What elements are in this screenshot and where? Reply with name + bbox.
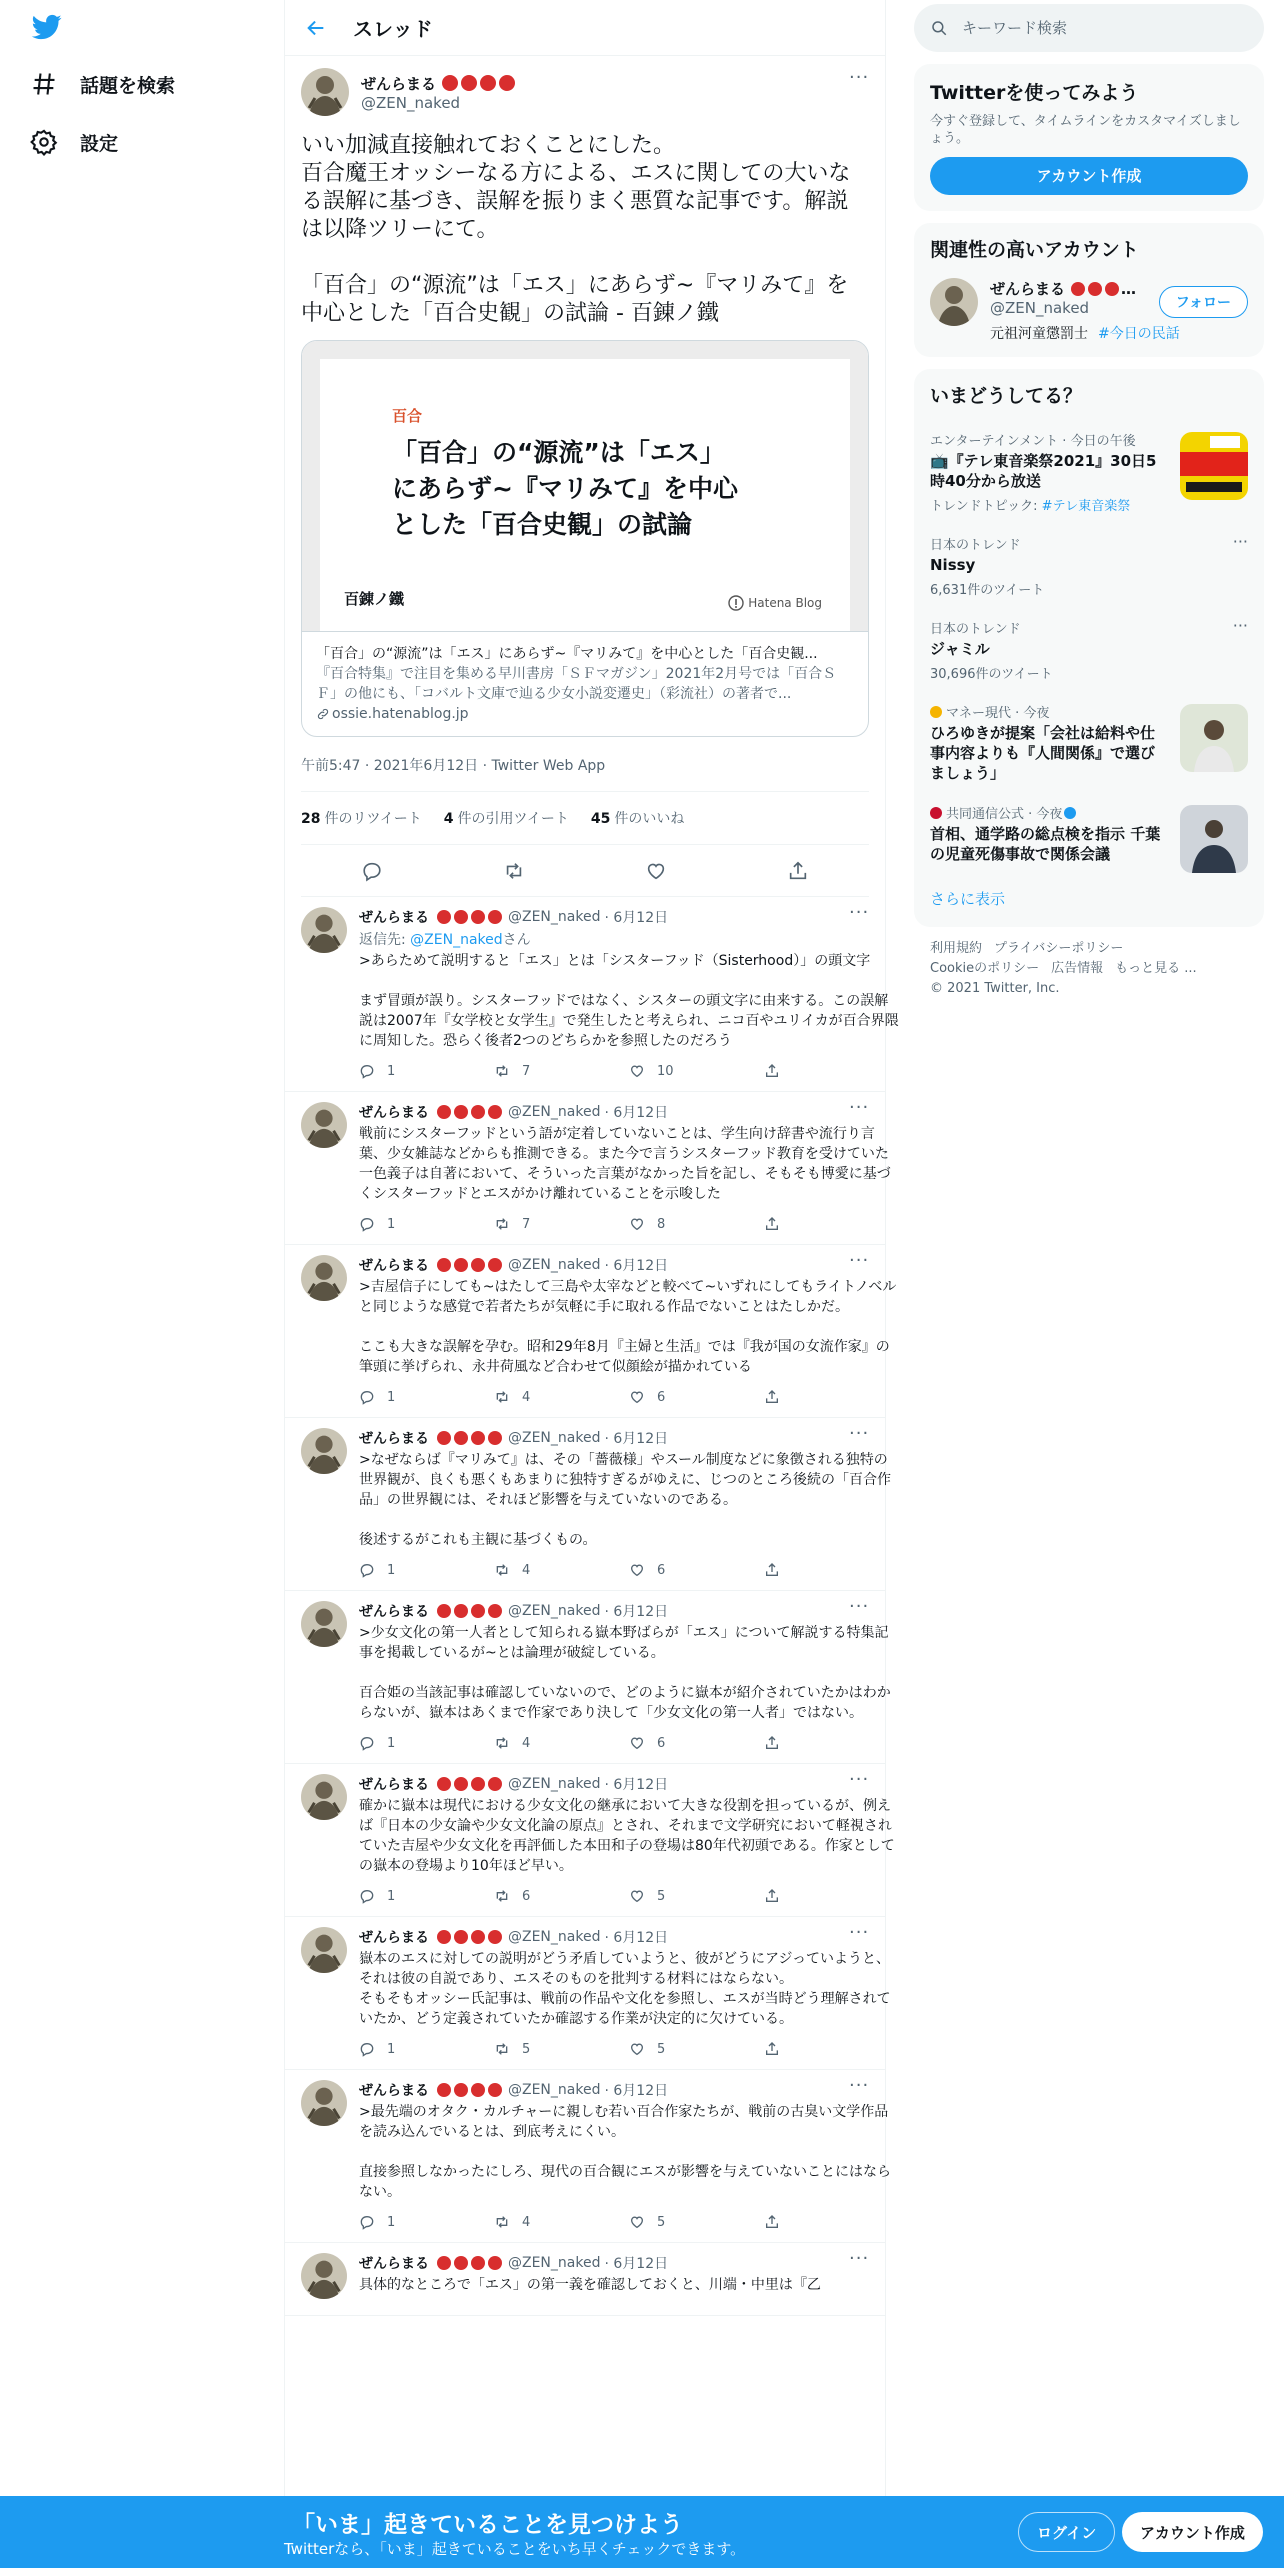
follow-button[interactable]: フォロー (1159, 286, 1248, 318)
display-name[interactable]: ぜんらまる (359, 1431, 429, 1447)
quote-label: 件の引用ツイート (457, 811, 569, 827)
link-icon (316, 707, 330, 721)
red-circle-emoji (454, 2256, 468, 2270)
card-meta (302, 631, 868, 736)
verified-badge-icon (1064, 807, 1076, 819)
trends-panel (914, 369, 1264, 927)
signup-description: 今すぐ登録して、タイムラインをカスタマイズしましょう。 (930, 114, 1241, 146)
red-circle-emoji (1088, 282, 1102, 296)
retweet-icon[interactable] (494, 1389, 510, 1405)
more-options-icon[interactable]: ··· (1232, 616, 1248, 635)
bottom-bar-title: 「いま」起きていることを見つけよう (292, 2512, 683, 2538)
tweet-header (359, 1423, 899, 1448)
handle[interactable]: @ZEN_naked (508, 1430, 601, 1446)
heart-icon[interactable] (645, 860, 667, 882)
red-circle-emoji (471, 1105, 485, 1119)
like-count: 6 (657, 1389, 666, 1405)
display-name[interactable]: ぜんらまる (359, 1777, 429, 1793)
handle[interactable]: @ZEN_naked (508, 1257, 601, 1273)
footer-link[interactable]: もっと見る ... (1115, 961, 1197, 976)
tweet-header (359, 902, 899, 927)
avatar[interactable] (301, 907, 347, 953)
red-circle-emoji (1071, 282, 1085, 296)
red-circle-emoji (437, 1604, 451, 1618)
trends-title: いまどうしてる？ (930, 385, 1083, 407)
red-circle-emoji (454, 2083, 468, 2097)
trend-count: 6,631件のツイート (930, 583, 1045, 598)
left-nav (0, 0, 284, 2568)
heart-icon[interactable] (629, 1888, 645, 1904)
tweet-header (359, 1769, 899, 1794)
trend-title: ひろゆきが提案「会社は給料や仕事内容よりも『人間関係』で選びましょう」 (930, 724, 1156, 782)
like-count: 6 (657, 1562, 666, 1578)
reply-count: 1 (387, 1063, 396, 1079)
heart-icon[interactable] (629, 1063, 645, 1079)
reply-icon[interactable] (359, 2214, 375, 2230)
tweet-actions (359, 1550, 899, 1590)
reply-tweet[interactable] (285, 1418, 891, 1591)
avatar[interactable] (301, 2080, 347, 2126)
signup-title: Twitterを使ってみよう (930, 82, 1139, 104)
tweet-actions (359, 1051, 899, 1091)
tweet-date[interactable]: · 6月12日 (604, 1604, 669, 1620)
publisher-logo-icon (930, 807, 942, 819)
footer-link[interactable]: 広告情報 (1051, 961, 1104, 976)
account-name[interactable] (990, 278, 1180, 299)
twitter-bird-icon[interactable] (30, 12, 64, 42)
nav-settings[interactable] (30, 122, 118, 162)
tweet-text: >吉屋信子にしても~はたして三島や太宰などと較べて~いずれにしてもライトノベルと同じような感覚で若者たちが気軽に手に取れる作品でないことはたしかだ。 ここも大きな誤解を孕む。昭和29年8月『主婦と生活』では『我が国の女流作家』の筆頭に挙げられ、永井荷風など合わせて似顔絵が描かれている (359, 1279, 897, 1375)
reply-icon[interactable] (359, 1735, 375, 1751)
like-count: 5 (657, 1888, 666, 1904)
tweet-date[interactable]: · 6月12日 (604, 1105, 669, 1121)
display-name[interactable]: ぜんらまる (359, 2256, 429, 2272)
card-headline: 「百合」の“源流”は「エス」 にあらず~『マリみて』を中心 とした「百合史観」の試論 (392, 438, 738, 539)
trend-item[interactable] (914, 692, 1264, 793)
more-options-icon[interactable]: ··· (1232, 532, 1248, 551)
red-circle-emoji (454, 1604, 468, 1618)
reply-icon[interactable] (359, 2041, 375, 2057)
heart-icon[interactable] (629, 1389, 645, 1405)
handle[interactable]: @ZEN_naked (361, 93, 461, 112)
signup-panel (914, 64, 1264, 211)
publisher-logo-icon (930, 706, 942, 718)
share-icon[interactable] (764, 1216, 780, 1232)
red-circle-emoji (442, 75, 458, 91)
display-name[interactable]: ぜんらまる (359, 2083, 429, 2099)
red-circle-emoji (437, 1777, 451, 1791)
handle[interactable]: @ZEN_naked (508, 1104, 601, 1120)
footer-link[interactable]: プライバシーポリシー (994, 941, 1124, 956)
retweet-icon[interactable] (494, 2041, 510, 2057)
bottom-bar-subtitle: Twitterなら、「いま」起きていることをいち早くチェックできます。 (284, 2540, 746, 2558)
relevant-accounts-title: 関連性の高いアカウント (930, 239, 1139, 261)
avatar[interactable] (301, 68, 349, 116)
nav-explore[interactable] (30, 64, 175, 104)
avatar[interactable] (301, 1102, 347, 1148)
retweet-count: 4 (522, 1735, 531, 1751)
tweet-actions (359, 1204, 899, 1244)
handle[interactable]: @ZEN_naked (508, 1929, 601, 1945)
reply-count: 1 (387, 1562, 396, 1578)
reply-to-prefix: 返信先: (359, 932, 411, 948)
hashtag-icon (30, 70, 58, 98)
reply-tweet[interactable] (285, 1591, 891, 1764)
relevant-accounts-panel (914, 223, 1264, 357)
red-circle-emoji (471, 1930, 485, 1944)
likes-stat[interactable] (591, 808, 684, 828)
trend-context: 日本のトレンド (930, 538, 1021, 553)
display-name[interactable]: ぜんらまる (359, 1604, 429, 1620)
thread-column (284, 0, 899, 2568)
reply-tweet[interactable] (285, 1917, 891, 2070)
hatena-brand-text: Hatena Blog (748, 596, 822, 610)
red-circle-emoji (471, 1431, 485, 1445)
reply-to (359, 929, 899, 949)
tweet-date[interactable]: · 6月12日 (604, 2256, 669, 2272)
like-count: 5 (657, 2041, 666, 2057)
reply-list (285, 897, 899, 2316)
more-options-icon[interactable]: ··· (849, 1423, 870, 1444)
card-blog-name: 百錬ノ鐵 (344, 590, 405, 608)
tweet-actions (359, 1876, 899, 1916)
page-title: スレッド (353, 17, 433, 41)
tweet-actions (359, 1377, 899, 1417)
tweet-text: >最先端のオタク・カルチャーに親しむ若い百合作家たちが、戦前の古臭い文学作品を読み込んでいるとは、到底考えにくい。 直接参照しなかったにしろ、現代の百合観にエスが影響を与えていないことにはならない。 (359, 2104, 891, 2200)
reply-tweet[interactable] (285, 1245, 897, 1418)
heart-icon[interactable] (629, 2214, 645, 2230)
red-circle-emoji (480, 75, 496, 91)
reply-icon[interactable] (361, 860, 383, 882)
share-icon[interactable] (764, 1888, 780, 1904)
red-circle-emoji (488, 1105, 502, 1119)
tweet-date[interactable]: · 6月12日 (604, 1258, 669, 1274)
like-count: 8 (657, 1216, 666, 1232)
red-circle-emoji (437, 2083, 451, 2097)
tweet-header (359, 1922, 899, 1947)
heart-icon[interactable] (629, 1562, 645, 1578)
login-button[interactable]: ログイン (1018, 2512, 1115, 2552)
trend-title: Nissy (930, 556, 976, 574)
account-name-text: ぜんらまる (990, 280, 1066, 298)
red-circle-emoji (454, 1258, 468, 1272)
bottom-signup-bar (0, 2496, 1284, 2568)
red-circle-emoji (471, 2083, 485, 2097)
like-count: 45 (590, 811, 611, 827)
trend-item[interactable] (914, 420, 1264, 524)
red-circle-emoji (454, 910, 468, 924)
more-options-icon[interactable]: ··· (849, 1769, 870, 1790)
card-title: 「百合」の“源流”は「エス」にあらず~『マリみて』を中心とした「百合史観... (316, 646, 818, 662)
retweet-icon[interactable] (494, 1562, 510, 1578)
retweet-icon[interactable] (494, 1216, 510, 1232)
reply-tweet[interactable] (285, 2070, 891, 2243)
red-circle-emoji (488, 1431, 502, 1445)
retweet-count: 6 (522, 1888, 531, 1904)
handle[interactable]: @ZEN_naked (508, 1603, 601, 1619)
retweet-count: 5 (522, 2041, 531, 2057)
display-name[interactable] (361, 73, 515, 94)
right-sidebar (914, 0, 1264, 1011)
display-name[interactable]: ぜんらまる (359, 1258, 429, 1274)
reply-count: 1 (387, 1888, 396, 1904)
handle[interactable]: @ZEN_naked (508, 1776, 601, 1792)
red-circle-emoji (499, 75, 515, 91)
trend-thumbnail (1180, 704, 1248, 772)
tweet-actions (359, 1723, 899, 1763)
red-circle-emoji (471, 1604, 485, 1618)
hatena-blog-logo (728, 595, 822, 611)
red-circle-emoji (1105, 282, 1119, 296)
signup-button[interactable]: アカウント作成 (1122, 2512, 1263, 2552)
trend-item[interactable] (914, 608, 1264, 692)
red-circle-emoji (488, 1258, 502, 1272)
card-tag: 百合 (392, 407, 423, 425)
like-count: 6 (657, 1735, 666, 1751)
tweet-date[interactable]: · 6月12日 (604, 1777, 669, 1793)
tweet-stats (301, 792, 869, 845)
tweet-date[interactable]: · 6月12日 (604, 2083, 669, 2099)
footer-link[interactable]: Cookieのポリシー (930, 961, 1040, 976)
ellipsis: … (1121, 279, 1137, 298)
search-input[interactable] (962, 19, 1222, 37)
reply-count: 1 (387, 2214, 396, 2230)
tweet-header (359, 2248, 870, 2273)
trend-context-text: 共同通信公式 · 今夜 (946, 807, 1063, 822)
trend-thumbnail (1180, 432, 1248, 500)
share-icon[interactable] (764, 1063, 780, 1079)
reply-icon[interactable] (359, 1216, 375, 1232)
retweet-count: 4 (522, 2214, 531, 2230)
trend-context: エンターテインメント · 今日の午後 (930, 434, 1136, 449)
quotes-stat[interactable] (444, 808, 569, 828)
red-circle-emoji (437, 1258, 451, 1272)
reply-tweet[interactable] (285, 897, 899, 1092)
avatar[interactable] (301, 2253, 347, 2299)
tweet-text: いい加減直接触れておくことにした。 百合魔王オッシーなる方による、エスに関しての大いなる誤解に基づき、誤解を振りまく悪質な記事です。解説は以降ツリーにて。 「百合」の“源流”は「エス」にあらず~『マリみて』を中心とした「百合史観」の試論 - 百錬ノ鐵 (301, 133, 851, 326)
reply-icon[interactable] (359, 1389, 375, 1405)
trend-count: 30,696件のツイート (930, 667, 1053, 682)
create-account-button[interactable]: アカウント作成 (930, 157, 1248, 195)
tweet-actions (359, 2029, 899, 2069)
trend-context: 日本のトレンド (930, 622, 1021, 637)
tweet-date[interactable]: · 6月12日 (604, 1431, 669, 1447)
retweet-icon[interactable] (503, 860, 525, 882)
reply-count: 1 (387, 1735, 396, 1751)
avatar[interactable] (301, 1601, 347, 1647)
share-icon[interactable] (764, 1389, 780, 1405)
trend-item[interactable] (914, 524, 1264, 608)
display-name[interactable]: ぜんらまる (359, 1930, 429, 1946)
retweet-label: 件のリツイート (324, 811, 422, 827)
retweet-icon[interactable] (494, 1888, 510, 1904)
thread-header (285, 0, 885, 56)
like-count: 5 (657, 2214, 666, 2230)
reply-icon[interactable] (359, 1888, 375, 1904)
card-image (302, 341, 868, 631)
trend-title: ジャミル (930, 640, 990, 658)
red-circle-emoji (437, 910, 451, 924)
share-icon[interactable] (787, 860, 809, 882)
trend-title: 📺『テレ東音楽祭2021』30日5時40分から放送 (930, 452, 1157, 490)
share-icon[interactable] (764, 1562, 780, 1578)
handle[interactable]: @ZEN_naked (508, 909, 601, 925)
handle[interactable]: @ZEN_naked (508, 2255, 601, 2271)
tweet-text: 戦前にシスターフッドという語が定着していないことは、学生向け辞書や流行り言葉、少女雑誌などからも推測できる。また今で言うシスターフッド教育を受けていた一色義子は自著において、そういった言葉がなかった旨を記し、そもそも博愛に基づくシスターフッドとエスがかけ離れていることを示唆した (359, 1126, 891, 1202)
red-circle-emoji (488, 1930, 502, 1944)
search-icon (930, 19, 948, 37)
red-circle-emoji (454, 1105, 468, 1119)
like-count: 10 (657, 1063, 674, 1079)
avatar[interactable] (301, 1927, 347, 1973)
account-handle: @ZEN_naked (990, 299, 1090, 317)
share-icon[interactable] (764, 2041, 780, 2057)
tweet-date[interactable]: · 6月12日 (604, 1930, 669, 1946)
red-circle-emoji (437, 1930, 451, 1944)
reply-tweet[interactable] (285, 1092, 891, 1245)
trend-title: 首相、通学路の総点検を指示 千葉の児童死傷事故で関係会議 (930, 825, 1161, 863)
tweet-timestamp[interactable]: 午前5:47 · 2021年6月12日 · Twitter Web App (301, 739, 869, 792)
hatena-icon (728, 595, 744, 611)
red-circle-emoji (471, 1258, 485, 1272)
retweet-count: 28 (301, 811, 321, 827)
bio-hashtag-link[interactable]: #今日の民話 (1098, 326, 1180, 342)
tweet-text: >あらためて説明すると「エス」とは「シスターフッド（Sisterhood）」の頭文字 まず冒頭が誤り。シスターフッドではなく、シスターの頭文字に由来する。この誤解説は2007年『女学校と女学生』で発生したと考えられ、ニコ百やユリイカが百合界隈に周知した。恐らく後者2つのどちらかを参照したのだろう (359, 953, 899, 1049)
reply-icon[interactable] (359, 1562, 375, 1578)
reply-tweet[interactable] (285, 1764, 895, 1917)
heart-icon[interactable] (629, 2041, 645, 2057)
tweet-header (359, 1596, 899, 1621)
reply-tweet[interactable] (285, 2243, 885, 2316)
trend-hashtag-link[interactable]: #テレ東音楽祭 (1041, 499, 1131, 514)
trend-item[interactable] (914, 793, 1264, 874)
gear-icon (30, 128, 58, 156)
footer-links (914, 927, 1264, 1011)
account-item[interactable] (914, 274, 1264, 357)
tweet-actions (301, 845, 869, 897)
retweet-icon[interactable] (494, 1735, 510, 1751)
tweet-header (359, 2075, 899, 2100)
red-circle-emoji (461, 75, 477, 91)
heart-icon[interactable] (629, 1735, 645, 1751)
trend-topic-label: トレンドトピック: (930, 499, 1042, 514)
tweet-text: 確かに嶽本は現代における少女文化の継承において大きな役割を担っているが、例えば『日本の少女論や少女文化論の原点』とされ、それまで文学研究において軽視されていた吉屋や少女文化を再評価した本田和子の登場は80年代初頭である。作家としての嶽本の登場より10年ほど早い。 (359, 1798, 895, 1874)
red-circle-emoji (488, 2083, 502, 2097)
account-bio (990, 323, 1180, 343)
reply-icon[interactable] (359, 1063, 375, 1079)
reply-count: 1 (387, 2041, 396, 2057)
tweet-date[interactable]: · 6月12日 (604, 910, 669, 926)
quote-count: 4 (443, 811, 454, 827)
show-more-link[interactable]: さらに表示 (930, 890, 1006, 908)
link-card[interactable] (301, 340, 869, 737)
red-circle-emoji (488, 910, 502, 924)
red-circle-emoji (488, 1604, 502, 1618)
display-name[interactable]: ぜんらまる (359, 910, 429, 926)
red-circle-emoji (454, 1930, 468, 1944)
avatar[interactable] (301, 1774, 347, 1820)
back-arrow-icon[interactable] (305, 17, 327, 39)
display-name[interactable]: ぜんらまる (359, 1105, 429, 1121)
tweet-text: >なぜならば『マリみて』は、その「薔薇様」やスール制度などに象徴される独特の世界観が、良くも悪くもあまりに独特すぎるがゆえに、じつのところ後続の「百合作品」の世界観には、それほど影響を与えていないのである。 後述するがこれも主観に基づくもの。 (359, 1452, 891, 1548)
share-icon[interactable] (764, 1735, 780, 1751)
red-circle-emoji (471, 910, 485, 924)
heart-icon[interactable] (629, 1216, 645, 1232)
display-name-text: ぜんらまる (361, 74, 437, 93)
tweet-text: 具体的なところで「エス」の第一義を確認しておくと、川端・中里は『乙 (359, 2277, 821, 2293)
more-options-icon[interactable]: ··· (849, 2075, 870, 2096)
avatar[interactable] (301, 1428, 347, 1474)
retweet-count: 4 (522, 1389, 531, 1405)
tweet-actions (359, 2202, 899, 2242)
avatar[interactable] (301, 1255, 347, 1301)
reply-to-link[interactable]: @ZEN_naked (410, 932, 503, 948)
tweet-header (359, 1250, 899, 1275)
more-options-icon[interactable]: ··· (849, 1922, 870, 1943)
retweet-count: 4 (522, 1562, 531, 1578)
red-circle-emoji (488, 1777, 502, 1791)
retweet-icon[interactable] (494, 2214, 510, 2230)
red-circle-emoji (437, 1105, 451, 1119)
tweet-text: >少女文化の第一人者として知られる嶽本野ばらが「エス」について解説する特集記事を掲載しているが~とは論理が破綻している。 百合姫の当該記事は確認していないので、どのように嶽本が紹介されていたかはわからないが、嶽本はあくまで作家であり決して「少女文化の第一人者」ではない。 (359, 1625, 891, 1721)
nav-explore-label: 話題を検索 (80, 74, 176, 97)
reply-count: 1 (387, 1389, 396, 1405)
nav-settings-label: 設定 (80, 132, 119, 155)
avatar[interactable] (930, 278, 978, 326)
more-options-icon[interactable]: ··· (849, 1097, 870, 1118)
handle[interactable]: @ZEN_naked (508, 2082, 601, 2098)
card-url-text: ossie.hatenablog.jp (332, 706, 469, 722)
retweet-icon[interactable] (494, 1063, 510, 1079)
reply-count: 1 (387, 1216, 396, 1232)
red-circle-emoji (488, 2256, 502, 2270)
red-circle-emoji (437, 2256, 451, 2270)
card-url (316, 704, 854, 724)
trend-thumbnail (1180, 805, 1248, 873)
more-options-icon[interactable]: ··· (849, 902, 870, 923)
like-label: 件のいいね (614, 811, 685, 827)
red-circle-emoji (471, 2256, 485, 2270)
red-circle-emoji (437, 1431, 451, 1445)
tweet-text: 嶽本のエスに対しての説明がどう矛盾していようと、彼がどうにアジっていようと、それは彼の自説であり、エスそのものを批判する材料にはならない。 そもそもオッシー氏記事は、戦前の作品や文化を参照し、エスが当時どう理解されていたか、どう定義されていたか確認する作業が決定的に欠けている。 (359, 1951, 891, 2027)
red-circle-emoji (471, 1777, 485, 1791)
more-options-icon[interactable]: ··· (849, 1596, 870, 1617)
more-options-icon[interactable]: ··· (849, 67, 870, 88)
card-description: 『百合特集』で注目を集める早川書房「ＳＦマガジン」2021年2月号では「百合ＳＦ」の他にも、「コバルト文庫で辿る少女小説変遷史」（彩流社）の著者で... (316, 666, 837, 702)
copyright: © 2021 Twitter, Inc. (930, 981, 1060, 996)
share-icon[interactable] (764, 2214, 780, 2230)
red-circle-emoji (454, 1777, 468, 1791)
reply-to-suffix: さん (502, 932, 531, 948)
retweet-count: 7 (522, 1063, 531, 1079)
focal-tweet (285, 56, 885, 897)
focal-author (301, 66, 869, 118)
account-bio-text: 元祖河童懲罰士 (990, 326, 1088, 342)
retweet-count: 7 (522, 1216, 531, 1232)
footer-link[interactable]: 利用規約 (930, 941, 983, 956)
red-circle-emoji (454, 1431, 468, 1445)
more-options-icon[interactable]: ··· (849, 2248, 870, 2269)
trend-context-text: マネー現代 · 今夜 (946, 706, 1050, 721)
search-box[interactable] (914, 4, 1264, 52)
tweet-header (359, 1097, 899, 1122)
retweets-stat[interactable] (301, 808, 422, 828)
more-options-icon[interactable]: ··· (849, 1250, 870, 1271)
